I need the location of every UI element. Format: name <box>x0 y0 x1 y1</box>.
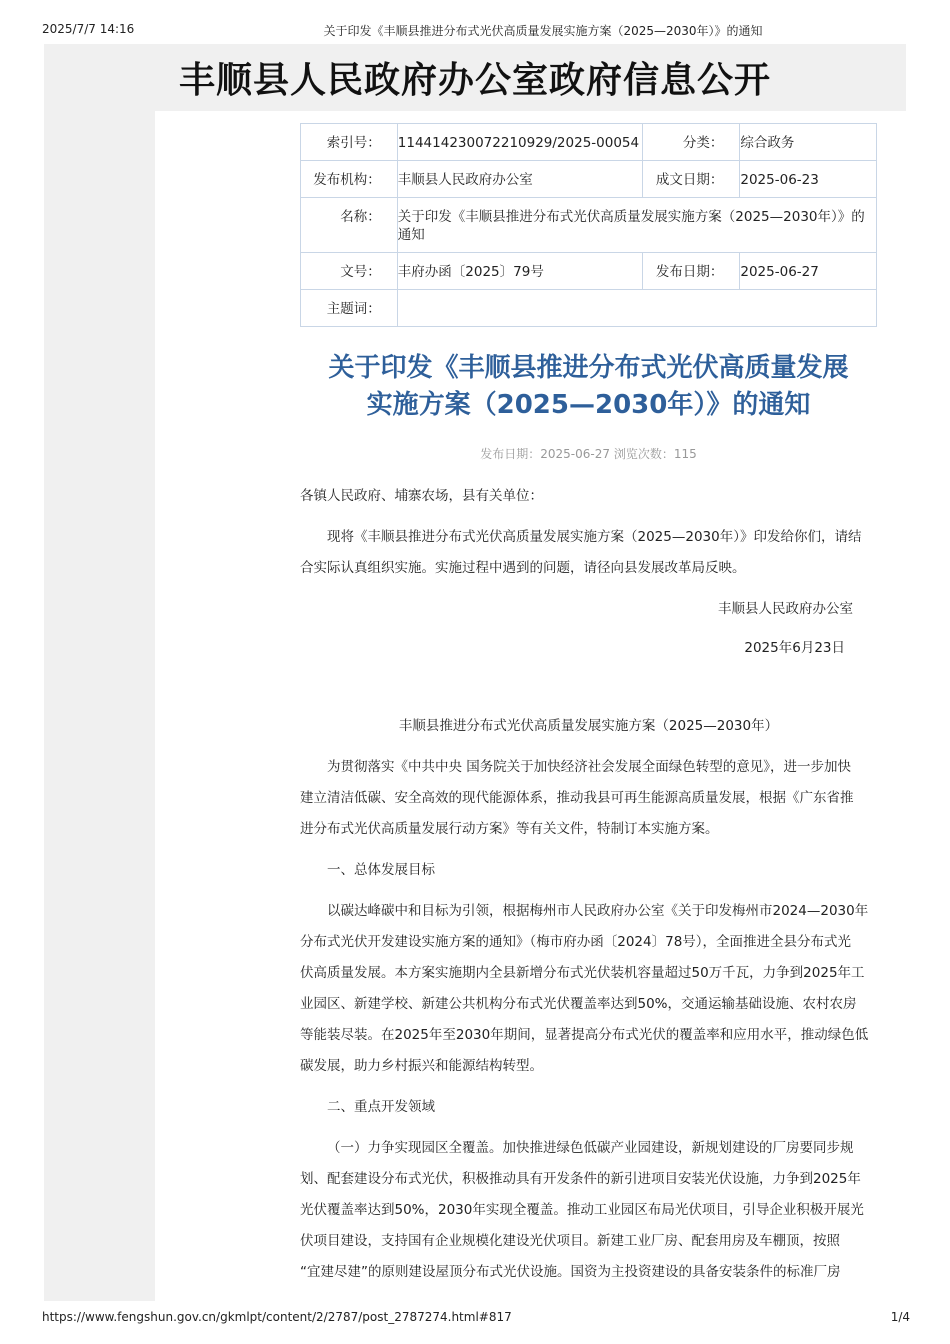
index-label: 索引号： <box>326 135 381 151</box>
category-value: 综合政务 <box>740 135 795 151</box>
created-date-label: 成文日期： <box>655 172 724 188</box>
paragraph-line: 伏高质量发展。本方案实施期内全县新增分布式光伏装机容量超过50万千瓦，力争到2025年工 <box>300 965 865 981</box>
sign-date: 2025年6月23日 <box>744 640 845 656</box>
page-url: https://www.fengshun.gov.cn/gkmlpt/content/2/2787/post_2787274.html#817 <box>42 1310 512 1324</box>
paragraph-line: 伏项目建设，支持国有企业规模化建设光伏项目。新建工业厂房、配套用房及车棚顶，按照 <box>300 1233 840 1249</box>
article-body-plan <box>300 711 877 1288</box>
issuer-value: 丰顺县人民政府办公室 <box>397 172 533 188</box>
site-banner <box>44 44 906 111</box>
pubdate-label: 发布日期： <box>655 264 724 280</box>
paragraph-line: 进分布式光伏高质量发展行动方案》等有关文件，特制订本实施方案。 <box>300 821 719 837</box>
meta-row-index <box>301 124 877 161</box>
meta-row-keywords <box>301 290 877 327</box>
meta-row-docno <box>301 253 877 290</box>
keywords-label: 主题词： <box>326 301 381 317</box>
name-value: 关于印发《丰顺县推进分布式光伏高质量发展实施方案（2025—2030年）》的通知 <box>397 209 865 243</box>
salutation: 各镇人民政府、埔寨农场，县有关单位： <box>300 488 543 504</box>
signer: 丰顺县人民政府办公室 <box>718 601 853 617</box>
pubdate-value: 2025-06-27 <box>740 264 819 280</box>
paragraph-line: 以碳达峰碳中和目标为引领，根据梅州市人民政府办公室《关于印发梅州市2024—2030年 <box>327 903 869 919</box>
print-page-title: 关于印发《丰顺县推进分布式光伏高质量发展实施方案（2025—2030年）》的通知 <box>323 24 763 38</box>
plan-paragraph-3 <box>300 1133 877 1288</box>
site-title: 丰顺县人民政府办公室政府信息公开 <box>178 60 771 101</box>
document-metadata-table <box>300 123 877 327</box>
name-label: 名称： <box>340 209 381 225</box>
plan-paragraph-1 <box>300 752 877 845</box>
docno-label: 文号： <box>340 264 381 280</box>
issuer-label: 发布机构： <box>313 172 381 188</box>
index-value: 114414230072210929/2025-00054 <box>397 135 640 151</box>
section-heading-2: 二、重点开发领域 <box>327 1099 435 1115</box>
print-datetime: 2025/7/7 14:16 <box>42 22 135 36</box>
notice-paragraph-line2: 合实际认真组织实施。实施过程中遇到的问题，请径向县发展改革局反映。 <box>300 560 746 576</box>
notice-paragraph-line1: 现将《丰顺县推进分布式光伏高质量发展实施方案（2025—2030年）》印发给你们，请结 <box>327 529 862 545</box>
print-footer <box>0 1310 950 1328</box>
paragraph-line: （一）力争实现园区全覆盖。加快推进绿色低碳产业园建设，新规划建设的厂房要同步规 <box>327 1140 854 1156</box>
paragraph-line: “宜建尽建”的原则建设屋顶分布式光伏设施。国资为主投资建设的具备安装条件的标准厂房 <box>300 1264 841 1280</box>
created-date-value: 2025-06-23 <box>740 172 819 188</box>
print-header <box>0 22 950 40</box>
left-sidebar-background <box>44 111 155 1301</box>
plan-title: 丰顺县推进分布式光伏高质量发展实施方案（2025—2030年） <box>398 718 779 734</box>
meta-row-name <box>301 198 877 253</box>
meta-row-issuer <box>301 161 877 198</box>
paragraph-line: 分布式光伏开发建设实施方案的通知》（梅市府办函〔2024〕78号），全面推进全县分布式光 <box>300 934 852 950</box>
article-body-intro <box>300 481 877 664</box>
page-number: 1/4 <box>890 1310 910 1324</box>
category-label: 分类： <box>682 135 724 151</box>
paragraph-line: 建立清洁低碳、安全高效的现代能源体系，推动我县可再生能源高质量发展，根据《广东省推 <box>300 790 854 806</box>
article-title-line1: 关于印发《丰顺县推进分布式光伏高质量发展 <box>328 353 849 383</box>
article-title <box>300 350 877 424</box>
article-title-line2: 实施方案（2025—2030年）》的通知 <box>366 390 811 420</box>
paragraph-line: 等能装尽装。在2025年至2030年期间，显著提高分布式光伏的覆盖率和应用水平，推动绿色低 <box>300 1027 869 1043</box>
plan-paragraph-2 <box>300 896 877 1082</box>
docno-value: 丰府办函〔2025〕79号 <box>397 264 544 280</box>
paragraph-line: 划、配套建设分布式光伏，积极推动具有开发条件的新引进项目安装光伏设施，力争到2025年 <box>300 1171 861 1187</box>
paragraph-line: 光伏覆盖率达到50%，2030年实现全覆盖。推动工业园区布局光伏项目，引导企业积极开展光 <box>300 1202 864 1218</box>
paragraph-line: 碳发展，助力乡村振兴和能源结构转型。 <box>300 1058 543 1074</box>
paragraph-line: 为贯彻落实《中共中央 国务院关于加快经济社会发展全面绿色转型的意见》，进一步加快 <box>327 759 852 775</box>
publish-info: 发布日期：2025-06-27 浏览次数：115 <box>480 447 697 461</box>
paragraph-line: 业园区、新建学校、新建公共机构分布式光伏覆盖率达到50%，交通运输基础设施、农村农房 <box>300 996 857 1012</box>
section-heading-1: 一、总体发展目标 <box>327 862 435 878</box>
keywords-value <box>398 290 876 300</box>
